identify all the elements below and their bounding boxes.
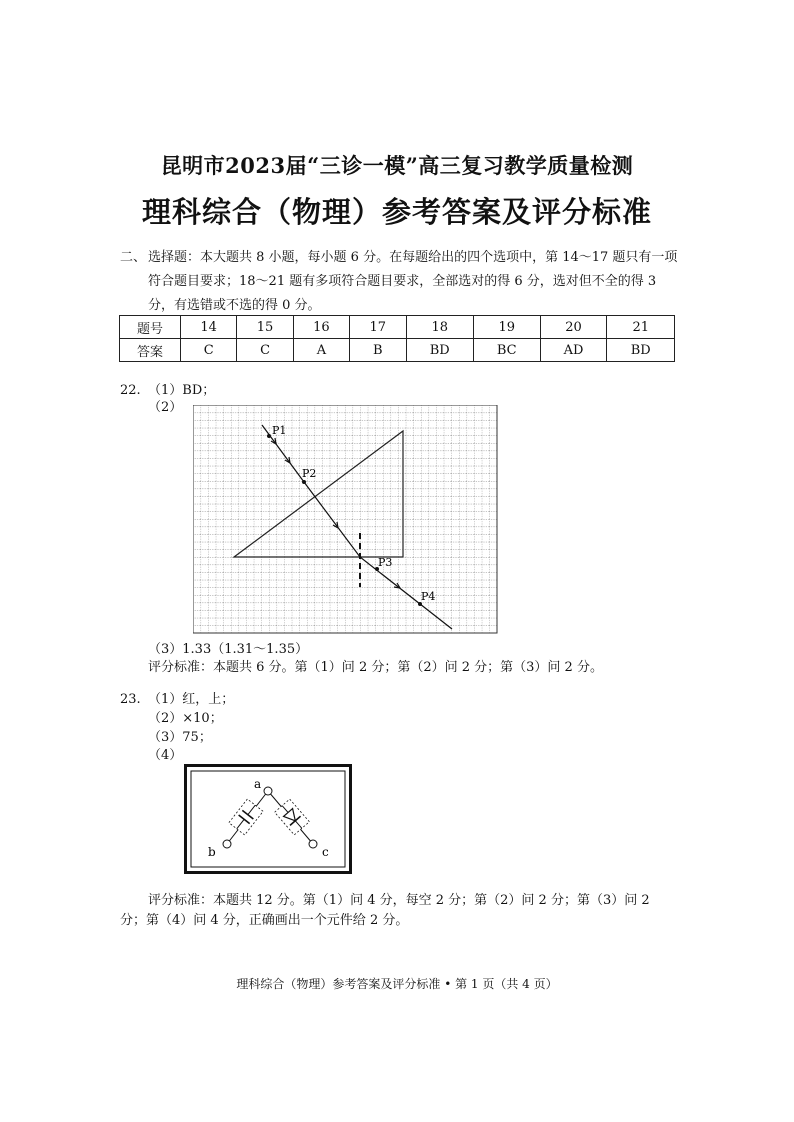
q23-scoring-line2: 分；第（4）问 4 分，正确画出一个元件给 2 分。 xyxy=(120,913,409,928)
q22-part3: （3）1.33（1.31～1.35） xyxy=(148,642,309,657)
label-p4: P4 xyxy=(421,590,436,603)
point-p2 xyxy=(302,480,306,484)
table-header-number: 题号 xyxy=(120,316,181,339)
section-text: 选择题：本大题共 8 小题，每小题 6 分。在每题给出的四个选项中，第 14～17 题只有一项符合题目要求；18～21 题有多项符合题目要求，全部选对的得 6 分，选对但不全的得 3 分，有选错或不选的得 0 分。 xyxy=(148,250,678,313)
q23-part4: （4） xyxy=(148,748,183,763)
q23-part2: （2）×10； xyxy=(148,711,223,726)
q22-part1: （1）BD； xyxy=(148,383,216,398)
table-cell: 14 xyxy=(181,316,237,339)
label-p1: P1 xyxy=(272,424,287,437)
section-2-instructions xyxy=(120,246,680,318)
circuit-diagram xyxy=(184,764,352,878)
q23-number: 23. xyxy=(120,692,141,707)
refraction-grid-svg xyxy=(193,405,498,635)
exam-title: 昆明市2023届“三诊一模”高三复习教学质量检测 xyxy=(160,153,634,178)
node-a-label: a xyxy=(254,777,262,791)
terminal-b xyxy=(223,840,231,848)
q23-scoring-line1: 评分标准：本题共 12 分。第（1）问 4 分，每空 2 分；第（2）问 2 分；第（3）问 2 xyxy=(148,893,650,908)
q23-part1: （1）红，上； xyxy=(148,692,235,707)
circuit-svg xyxy=(184,764,352,874)
table-cell: C xyxy=(181,339,237,362)
table-cell: 18 xyxy=(406,316,473,339)
document-title: 理科综合（物理）参考答案及评分标准 xyxy=(141,195,652,229)
table-cell: C xyxy=(237,339,293,362)
refraction-diagram xyxy=(193,405,498,639)
table-cell: AD xyxy=(540,339,607,362)
q23-part3: （3）75； xyxy=(148,730,212,745)
table-cell: BD xyxy=(607,339,675,362)
node-c-label: c xyxy=(322,845,329,859)
node-b-label: b xyxy=(208,845,216,859)
section-number: 二、 xyxy=(120,250,147,265)
table-cell: BD xyxy=(406,339,473,362)
table-cell: 15 xyxy=(237,316,293,339)
table-cell: BC xyxy=(473,339,540,362)
table-cell: B xyxy=(350,339,406,362)
table-cell: 19 xyxy=(473,316,540,339)
table-cell: 21 xyxy=(607,316,675,339)
q22-part2: （2） xyxy=(148,400,183,415)
table-header-answer: 答案 xyxy=(120,339,181,362)
answer-table xyxy=(119,315,675,362)
q22-scoring: 评分标准：本题共 6 分。第（1）问 2 分；第（2）问 2 分；第（3）问 2 分。 xyxy=(148,660,603,675)
table-row-answers xyxy=(120,339,675,362)
terminal-a xyxy=(264,787,272,795)
table-cell: A xyxy=(293,339,349,362)
q22-number: 22. xyxy=(120,383,141,398)
table-cell: 16 xyxy=(293,316,349,339)
terminal-c xyxy=(309,840,317,848)
table-cell: 20 xyxy=(540,316,607,339)
page-footer: 理科综合（物理）参考答案及评分标准 • 第 1 页（共 4 页） xyxy=(236,977,558,991)
table-row-numbers xyxy=(120,316,675,339)
table-cell: 17 xyxy=(350,316,406,339)
point-p1 xyxy=(267,434,271,438)
label-p2: P2 xyxy=(302,467,317,480)
label-p3: P3 xyxy=(378,556,393,569)
